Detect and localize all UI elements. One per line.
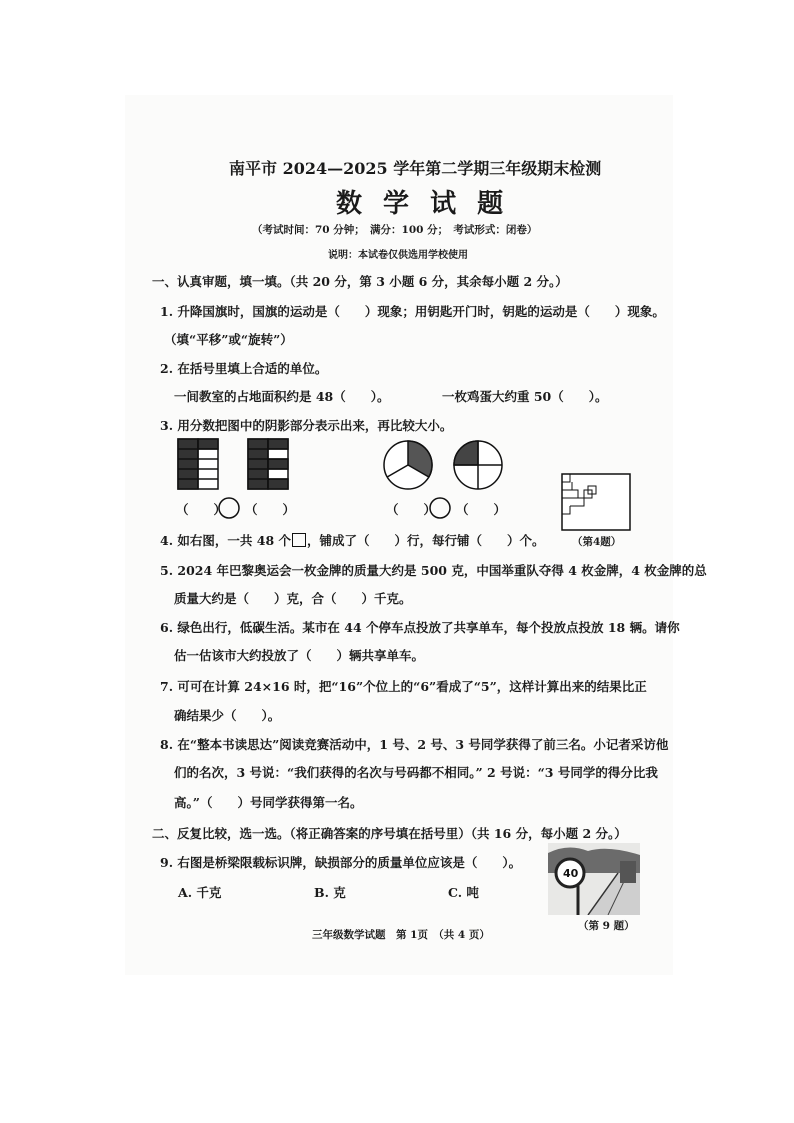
q4-tile-figure bbox=[560, 472, 632, 532]
q7-line1: 7. 可可在计算 24×16 时，把“16”个位上的“6”看成了“5”，这样计算出来的结果比正 bbox=[160, 679, 647, 694]
section2-heading: 二、反复比较，选一选。（将正确答案的序号填在括号里）（共 16 分，每小题 2 分。） bbox=[152, 826, 627, 841]
q4-caption: （第4题） bbox=[572, 536, 622, 548]
q6-line2: 估一估该市大约投放了（ ）辆共享单车。 bbox=[174, 648, 425, 663]
q3-circle-2 bbox=[454, 441, 502, 489]
q4-line1 bbox=[160, 531, 545, 549]
q1-line1: 1. 升降国旗时，国旗的运动是（ ）现象；用钥匙开门时，钥匙的运动是（ ）现象。 bbox=[160, 304, 665, 319]
exam-info: （考试时间：70 分钟； 满分：100 分； 考试形式：闭卷） bbox=[252, 224, 538, 236]
q8-line3: 高。”（ ）号同学获得第一名。 bbox=[174, 795, 363, 810]
q9-line1: 9. 右图是桥梁限载标识牌，缺损部分的质量单位应该是（ ）。 bbox=[160, 855, 522, 870]
q4-text-post: ，铺成了（ ）行，每行铺（ ）个。 bbox=[307, 533, 545, 548]
square-tile-icon bbox=[292, 533, 306, 547]
q7-line2: 确结果少（ ）。 bbox=[174, 708, 281, 723]
q2-part-b: 一枚鸡蛋大约重 50（ ）。 bbox=[442, 389, 608, 404]
q5-line2: 质量大约是（ ）克，合（ ）千克。 bbox=[174, 591, 412, 606]
q5-line1: 5. 2024 年巴黎奥运会一枚金牌的质量大约是 500 克，中国举重队夺得 4 枚金牌，4 枚金牌的总 bbox=[160, 563, 707, 578]
q1-line2: （填“平移”或“旋转”） bbox=[164, 332, 293, 347]
q4-text-pre: 4. 如右图，一共 48 个 bbox=[160, 533, 292, 548]
q3-blank-3[interactable]: （ ） bbox=[386, 502, 437, 517]
q2-part-a: 一间教室的占地面积约是 48（ ）。 bbox=[174, 389, 390, 404]
page-footer: 三年级数学试题 第 1页 （共 4 页） bbox=[312, 929, 490, 941]
q3-blank-1[interactable]: （ ） bbox=[176, 502, 227, 517]
q9-caption: （第 9 题） bbox=[578, 920, 635, 932]
q8-line1: 8. 在“整本书读思达”阅读竞赛活动中，1 号、2 号、3 号同学获得了前三名。小记者采访他 bbox=[160, 737, 669, 752]
q3-rect-2 bbox=[248, 439, 288, 489]
q3-compare-circle-1[interactable] bbox=[217, 496, 241, 520]
q9-option-a[interactable]: A. 千克 bbox=[178, 885, 222, 900]
q9-option-c[interactable]: C. 吨 bbox=[448, 885, 479, 900]
q9-option-b[interactable]: B. 克 bbox=[314, 885, 346, 900]
q3-circle-1 bbox=[384, 441, 432, 489]
usage-note: 说明：本试卷仅供选用学校使用 bbox=[328, 250, 468, 261]
exam-title: 南平市 2024—2025 学年第二学期三年级期末检测 bbox=[229, 159, 602, 178]
q3-blank-2[interactable]: （ ） bbox=[245, 502, 296, 517]
section1-heading: 一、认真审题，填一填。（共 20 分，第 3 小题 6 分，其余每小题 2 分。） bbox=[152, 274, 568, 289]
q3-blank-4[interactable]: （ ） bbox=[456, 502, 507, 517]
q9-sign-number: 40 bbox=[563, 867, 579, 880]
q3-line1: 3. 用分数把图中的阴影部分表示出来，再比较大小。 bbox=[160, 418, 453, 433]
q2-line1: 2. 在括号里填上合适的单位。 bbox=[160, 361, 328, 376]
q8-line2: 们的名次，3 号说：“我们获得的名次与号码都不相同。” 2 号说：“3 号同学的得分比我 bbox=[174, 765, 658, 780]
q3-compare-circle-2[interactable] bbox=[428, 496, 452, 520]
q9-bridge-sign-photo bbox=[548, 843, 640, 915]
q6-line1: 6. 绿色出行，低碳生活。某市在 44 个停车点投放了共享单车，每个投放点投放 18 辆。请你 bbox=[160, 620, 680, 635]
q3-fraction-figures bbox=[170, 433, 530, 493]
q3-rect-1 bbox=[178, 439, 218, 489]
subject-title: 数 学 试 题 bbox=[336, 189, 510, 219]
